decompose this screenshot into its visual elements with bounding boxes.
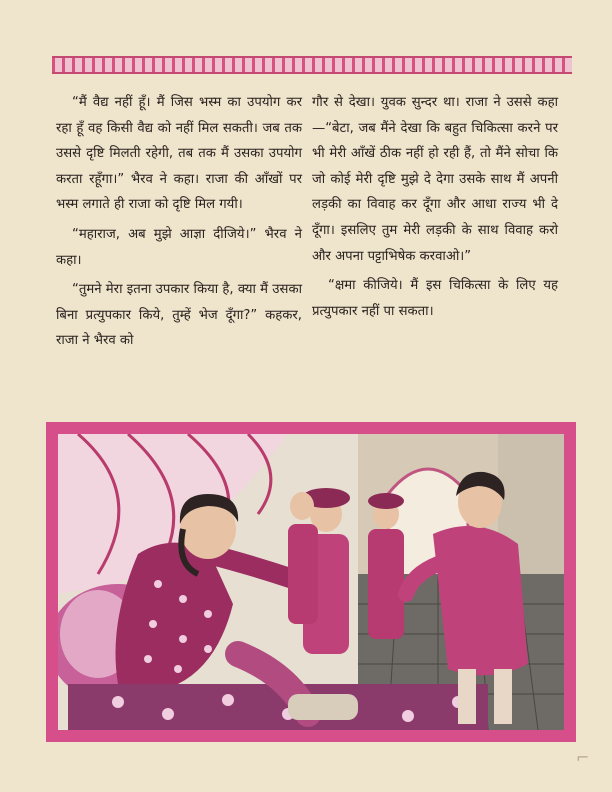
text-column-left — [56, 90, 302, 354]
paragraph: “क्षमा कीजिये। मैं इस चिकित्सा के लिए यह प्रत्युपकार नहीं पा सकता। — [312, 278, 558, 319]
paragraph: “मैं वैद्य नहीं हूँ। मैं जिस भस्म का उपयोग कर रहा हूँ वह किसी वैद्य को नहीं मिल सकती। जब तक उससे दृष्टि मिलती रहेगी, तब तक मैं उसका उपयोग करता रहूँगा।” भैरव ने कहा। राजा की आँखों पर भस्म लगाते ही राजा को दृष्टि मिल गयी। — [56, 95, 302, 213]
paragraph: गौर से देखा। युवक सुन्दर था। राजा ने उससे कहा—“बेटा, जब मैंने देखा कि बहुत चिकित्सा करने पर भी मेरी आँखें ठीक नहीं हो रही हैं, तो मैंने सोचा कि जो कोई मेरी दृष्टि मुझे दे देगा उसके साथ मैं अपनी लड़की का विवाह कर दूँगा और आधा राज्य भी दे दूँगा। इसलिए तुम मेरी लड़की के साथ विवाह करो और अपना पट्टाभिषेक करवाओ।” — [312, 95, 558, 264]
illustration-king-and-youth — [58, 434, 564, 730]
paragraph: “तुमने मेरा इतना उपकार किया है, क्या मैं उसका बिना प्रत्युपकार किये, तुम्हें भेज दूँगा?” कहकर, राजा ने भैरव को — [56, 282, 302, 349]
decorative-header-border — [52, 56, 572, 74]
story-illustration — [46, 422, 576, 742]
text-column-right — [312, 90, 558, 324]
paragraph: “महाराज, अब मुझे आज्ञा दीजिये।” भैरव ने कहा। — [56, 226, 302, 268]
page-corner-mark: ⌐ — [576, 748, 590, 767]
